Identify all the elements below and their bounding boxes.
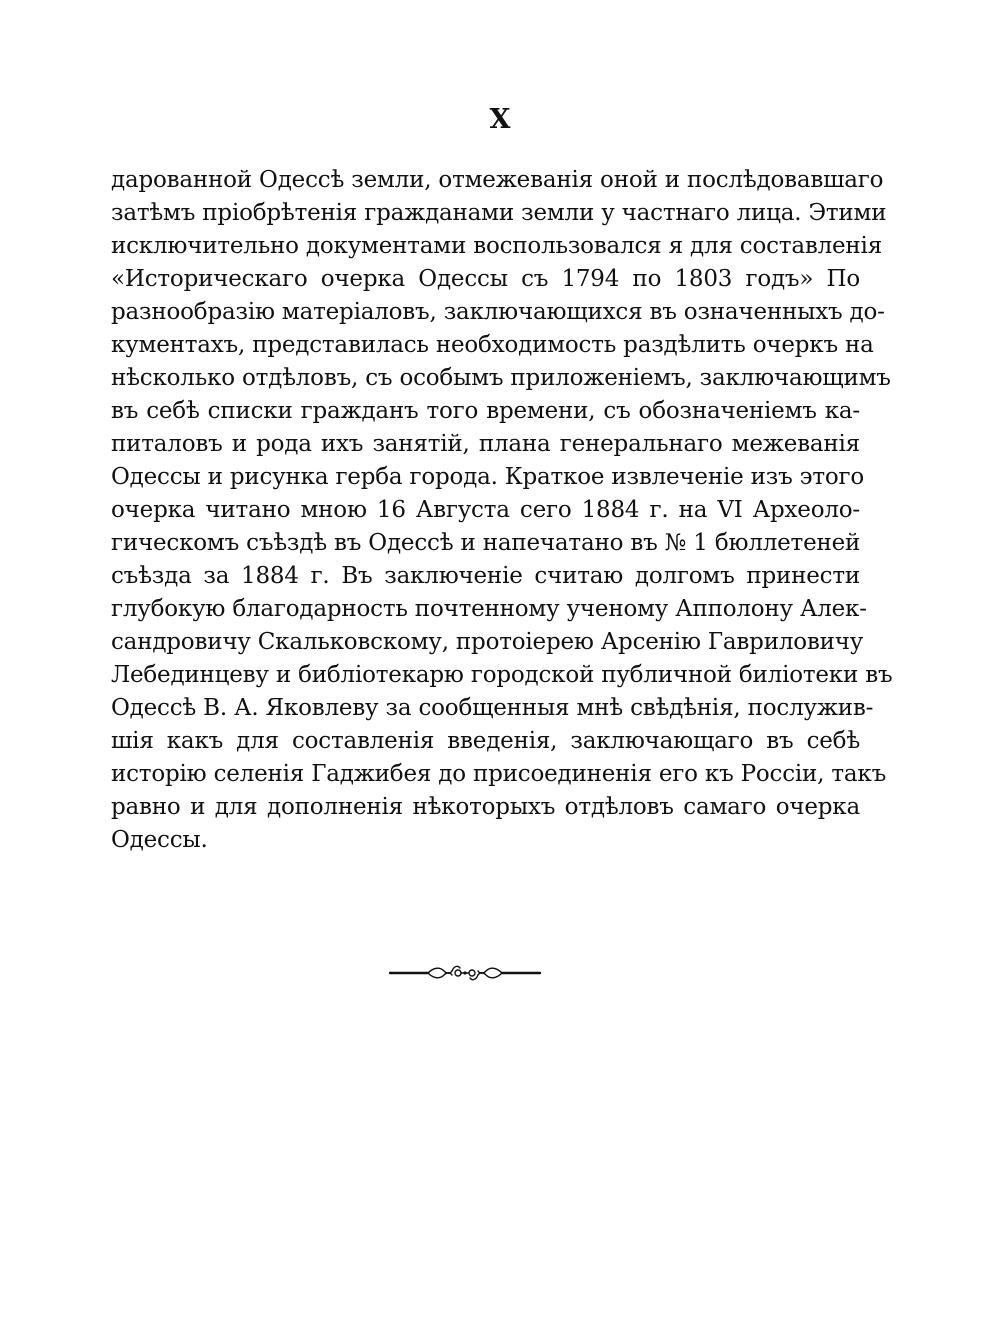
text-line: глубокую благодарность почтенному ученому Апполону Алек- [111,596,867,622]
text-line: исторію селенія Гаджибея до присоединенія его къ Россіи, такъ [111,761,887,787]
body-text [111,164,893,857]
text-line: кументахъ, представилась необходимость раздѣлить очеркъ на [111,332,874,358]
text-line: въ себѣ списки гражданъ того времени, съ обозначеніемъ ка- [111,398,860,424]
text-line: Одессѣ В. А. Яковлеву за сообщенныя мнѣ свѣдѣнія, послужив- [111,695,874,721]
text-line: очерка читано мною 16 Августа сего 1884 г. на VI Археоло- [111,497,860,523]
text-line: съѣзда за 1884 г. Въ заключеніе считаю долгомъ принести [111,563,860,589]
text-line: питаловъ и рода ихъ занятій, плана генеральнаго межеванія [111,431,860,457]
decorative-divider-ornament-icon [388,962,542,984]
text-line: нѣсколько отдѣловъ, съ особымъ приложеніемъ, заключающимъ [111,365,891,391]
page-number: X [489,104,511,135]
text-line: Одессы и рисунка герба города. Краткое извлеченіе изъ этого [111,464,865,490]
text-line: равно и для дополненія нѣкоторыхъ отдѣловъ самаго очерка [111,794,860,820]
text-line: затѣмъ пріобрѣтенія гражданами земли у частнаго лица. Этими [111,200,887,226]
text-line-last: Одессы. [111,827,208,853]
text-line: гическомъ съѣздѣ въ Одессѣ и напечатано въ № 1 бюллетеней [111,530,861,556]
text-line: разнообразію матеріаловъ, заключающихся въ означенныхъ до- [111,299,885,325]
text-line: Лебединцеву и библіотекарю городской публичной биліотеки въ [111,662,893,688]
text-line: шія какъ для составленія введенія, заключающаго въ себѣ [111,728,860,754]
text-line: «Историческаго очерка Одессы съ 1794 по 1803 годъ» По [111,266,860,292]
text-line: сандровичу Скальковскому, протоіерею Арсенію Гавриловичу [111,629,864,655]
text-line: дарованной Одессѣ земли, отмежеванія оной и послѣдовавшаго [111,167,884,193]
text-line: исключительно документами воспользовался я для составленія [111,233,883,259]
